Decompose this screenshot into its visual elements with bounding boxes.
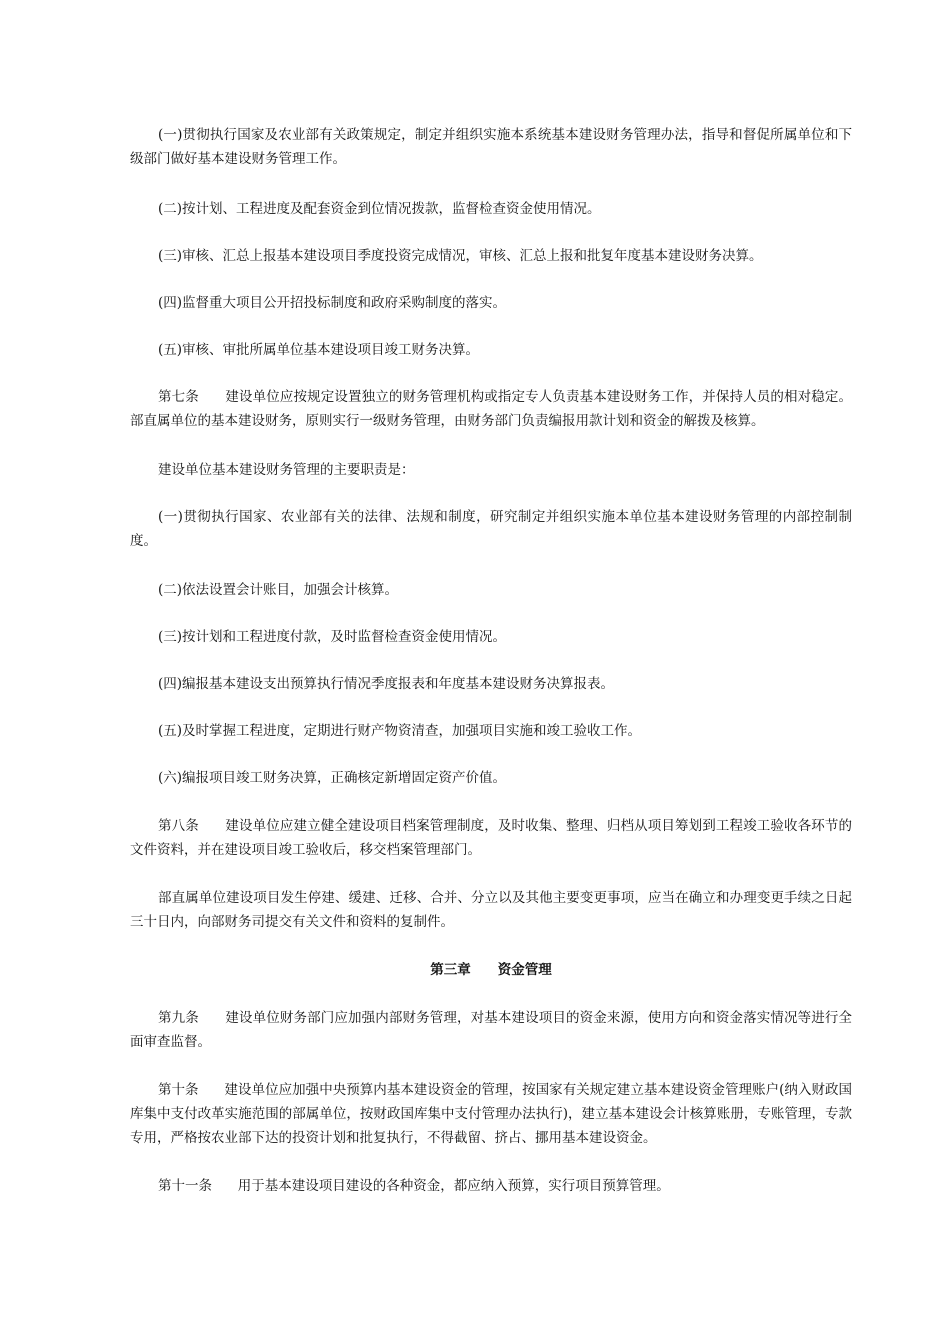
paragraph-9: (二)依法设置会计账目，加强会计核算。 <box>158 582 399 598</box>
paragraph-12: (五)及时掌握工程进度，定期进行财产物资清查，加强项目实施和竣工验收工作。 <box>158 723 642 739</box>
article-8-paragraph: 第八条 建设单位应建立健全建设项目档案管理制度，及时收集、整理、归档从项目筹划到工程竣工验收各环节的文件资料，并在建设项目竣工验收后，移交档案管理部门。 <box>130 818 852 858</box>
paragraph-7: 建设单位基本建设财务管理的主要职责是： <box>158 462 415 478</box>
chapter-heading: 第三章 资金管理 <box>430 962 552 978</box>
paragraph-10: (三)按计划和工程进度付款，及时监督检查资金使用情况。 <box>158 629 507 645</box>
paragraph-8: (一)贯彻执行国家、农业部有关的法律、法规和制度，研究制定并组织实施本单位基本建设财务管理的内部控制制度。 <box>130 509 852 549</box>
article-number: 第十一条 <box>158 1178 212 1194</box>
paragraph-1: (一)贯彻执行国家及农业部有关政策规定，制定并组织实施本系统基本建设财务管理办法，指导和督促所属单位和下级部门做好基本建设财务管理工作。 <box>130 127 852 167</box>
article-number: 第七条 <box>158 389 199 405</box>
article-9-paragraph: 第九条 建设单位财务部门应加强内部财务管理，对基本建设项目的资金来源，使用方向和资金落实情况等进行全面审查监督。 <box>130 1010 852 1050</box>
article-number: 第八条 <box>158 818 199 834</box>
paragraph-5: (五)审核、审批所属单位基本建设项目竣工财务决算。 <box>158 342 480 358</box>
article-11-paragraph: 第十一条 用于基本建设项目建设的各种资金，都应纳入预算，实行项目预算管理。 <box>158 1178 670 1194</box>
article-7-paragraph: 第七条 建设单位应按规定设置独立的财务管理机构或指定专人负责基本建设财务工作，并保持人员的相对稳定。部直属单位的基本建设财务，原则实行一级财务管理，由财务部门负责编报用款计划和资金的解拨及核算。 <box>130 389 852 429</box>
paragraph-11: (四)编报基本建设支出预算执行情况季度报表和年度基本建设财务决算报表。 <box>158 676 615 692</box>
paragraph-3: (三)审核、汇总上报基本建设项目季度投资完成情况，审核、汇总上报和批复年度基本建设财务决算。 <box>158 248 763 264</box>
paragraph-4: (四)监督重大项目公开招投标制度和政府采购制度的落实。 <box>158 295 507 311</box>
paragraph-2: (二)按计划、工程进度及配套资金到位情况拨款，监督检查资金使用情况。 <box>158 201 601 217</box>
article-10-paragraph: 第十条 建设单位应加强中央预算内基本建设资金的管理，按国家有关规定建立基本建设资金管理账户(纳入财政国库集中支付改革实施范围的部属单位，按财政国库集中支付管理办法执行)，建立基本建设会计核算账册，专账管理，专款专用，严格按农业部下达的投资计划和批复执行，不得截留、挤占、挪用基本建设资金。 <box>130 1082 853 1146</box>
paragraph-15: 部直属单位建设项目发生停建、缓建、迁移、合并、分立以及其他主要变更事项，应当在确立和办理变更手续之日起三十日内，向部财务司提交有关文件和资料的复制件。 <box>130 890 852 930</box>
paragraph-13: (六)编报项目竣工财务决算，正确核定新增固定资产价值。 <box>158 770 507 786</box>
article-number: 第九条 <box>158 1010 199 1026</box>
article-number: 第十条 <box>158 1082 199 1098</box>
